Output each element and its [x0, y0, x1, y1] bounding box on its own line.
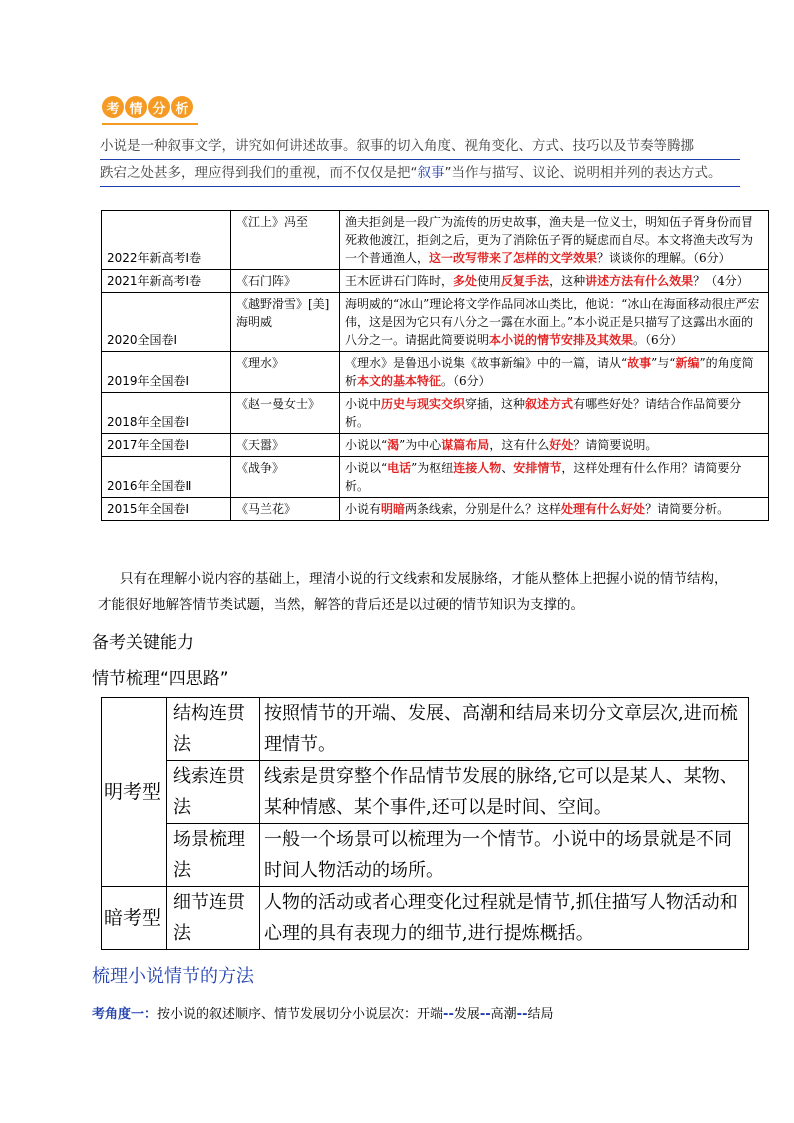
question-text: 小说以“	[345, 461, 388, 475]
question-keyword: 新编	[675, 356, 700, 370]
question-keyword: 好处	[549, 438, 574, 452]
exam-year: 2021年新高考Ⅰ卷	[102, 270, 231, 293]
method-name: 场景梳理法	[167, 824, 260, 887]
method-desc: 线索是贯穿整个作品情节发展的脉络,它可以是某人、某物、某种情感、某个事件,还可以是时间、空间。	[260, 761, 749, 824]
question-keyword: 历史与现实交织	[381, 397, 466, 411]
question-text: ？（4分）	[693, 274, 749, 288]
badge-char: 情	[125, 96, 147, 118]
question-text: 小说以“	[345, 438, 388, 452]
exam-row	[102, 211, 769, 270]
question-text: 渔夫拒剑是一段广为流传的历史故事，渔夫是一位义士，明知伍子胥身份而冒死救他渡江，拒剑之后，更为了消除伍子胥的疑虑而自尽。本文将渔夫改写为一个普通渔人，	[345, 215, 754, 265]
question-text: ，这种	[549, 274, 586, 288]
exam-year: 2017年全国卷Ⅰ	[102, 434, 231, 457]
question-text: ”的角度简析	[345, 356, 754, 388]
question-keyword: 反复手法	[501, 274, 550, 288]
question-keyword: 叙述方式	[525, 397, 574, 411]
heading-key-ability: 备考关键能力	[92, 633, 194, 653]
question-text: 小说中	[345, 397, 382, 411]
summary-paragraph	[98, 566, 778, 618]
badge-underline	[102, 123, 198, 125]
heading-plot-method: 梳理小说情节的方法	[92, 966, 254, 987]
exam-year: 2016年全国卷Ⅱ	[102, 457, 231, 498]
intro-line-1: 小说是一种叙事文学，讲究如何讲述故事。叙事的切入角度、视角变化、方式、技巧以及节奏等腾挪	[100, 133, 740, 160]
question-text: 有哪些好处？请结合作品简要分析。	[345, 397, 742, 429]
question-text: 使用	[477, 274, 502, 288]
question-text: 两条线索，分别是什么？这样	[405, 502, 562, 516]
exam-question	[340, 457, 769, 498]
approach-row	[102, 887, 749, 950]
question-text: 。（6分）	[633, 333, 683, 347]
question-keyword: 安排情节	[513, 461, 562, 475]
question-text: ”与“	[651, 356, 676, 370]
question-text: 小说有	[345, 502, 382, 516]
exam-question	[340, 498, 769, 521]
stage: 高潮	[490, 1007, 517, 1022]
exam-year: 2018年全国卷Ⅰ	[102, 393, 231, 434]
badge-char: 分	[148, 96, 170, 118]
stage-dash: --	[443, 1007, 454, 1022]
question-keyword: 渴	[387, 438, 400, 452]
exam-row	[102, 434, 769, 457]
summary-line-2: 才能很好地解答情节类试题，当然，解答的背后还是以过硬的情节知识为支撑的。	[98, 597, 584, 613]
exam-year: 2019年全国卷Ⅰ	[102, 352, 231, 393]
intro-text: ”当作与描写、议论、说明相并列的表达方式。	[444, 165, 722, 181]
stage: 开端	[417, 1007, 444, 1022]
method-name: 线索连贯法	[167, 761, 260, 824]
method-name: 结构连贯法	[167, 698, 260, 761]
exam-row	[102, 270, 769, 293]
exam-year: 2015年全国卷Ⅰ	[102, 498, 231, 521]
exam-text-title: 《石门阵》	[231, 270, 340, 293]
question-text: ”为中心	[399, 438, 442, 452]
exam-text-title: 《赵一曼女士》	[231, 393, 340, 434]
question-text: ？请简要说明。	[573, 438, 658, 452]
method-desc: 人物的活动或者心理变化过程就是情节,抓住描写人物活动和心理的具有表现力的细节,进行提炼概括。	[260, 887, 749, 950]
question-keyword: 这一改写带来了怎样的文学效果	[429, 251, 598, 265]
exam-question	[340, 352, 769, 393]
exam-text-title: 《越野滑雪》[美]海明威	[231, 293, 340, 352]
method-desc: 按照情节的开端、发展、高潮和结局来切分文章层次,进而梳理情节。	[260, 698, 749, 761]
question-text: ，这样处理有什么作用？请简要分析。	[345, 461, 742, 493]
exam-year: 2020全国卷Ⅰ	[102, 293, 231, 352]
badge-char: 析	[171, 96, 193, 118]
angle-text: 按小说的叙述顺序、情节发展切分小说层次：	[157, 1007, 418, 1022]
question-keyword: 讲述方法有什么效果	[585, 274, 694, 288]
exam-row	[102, 457, 769, 498]
exam-question	[340, 270, 769, 293]
question-text: 王木匠讲石门阵时，	[345, 274, 454, 288]
question-text: 《理水》是鲁迅小说集《故事新编》中的一篇，请从“	[345, 356, 628, 370]
exam-question-table	[101, 210, 769, 521]
exam-question	[340, 211, 769, 270]
exam-row	[102, 293, 769, 352]
approach-row	[102, 698, 749, 761]
question-keyword: 处理有什么好处	[561, 502, 646, 516]
question-keyword: 本文的基本特征	[357, 374, 442, 388]
badge-char: 考	[102, 96, 124, 118]
question-keyword: 本小说的情节安排及其效果	[489, 333, 634, 347]
group-label: 明考型	[102, 698, 167, 887]
exam-question	[340, 434, 769, 457]
approach-row	[102, 824, 749, 887]
approach-row	[102, 761, 749, 824]
question-text: ？谈谈你的理解。（6分）	[597, 251, 731, 265]
exam-row	[102, 393, 769, 434]
four-approaches-table	[101, 697, 749, 950]
stage-dash: --	[479, 1007, 491, 1022]
intro-paragraph	[100, 133, 740, 187]
question-text: ”为枢纽	[411, 461, 454, 475]
stage-dash: --	[516, 1007, 528, 1022]
exam-question	[340, 293, 769, 352]
stage: 结局	[527, 1007, 554, 1022]
exam-row	[102, 352, 769, 393]
exam-row	[102, 498, 769, 521]
question-keyword: 谋篇布局	[441, 438, 490, 452]
intro-highlight: 叙事	[417, 165, 445, 181]
exam-text-title: 《战争》	[231, 457, 340, 498]
heading-four-approaches: 情节梳理“四思路”	[92, 669, 229, 689]
summary-line-1: 只有在理解小说内容的基础上，理清小说的行文线索和发展脉络，才能从整体上把握小说的情节结构，	[120, 571, 728, 587]
intro-text: 跌宕之处甚多，理应得到我们的重视，而不仅仅是把“	[100, 165, 418, 181]
question-keyword: 故事	[627, 356, 652, 370]
method-name: 细节连贯法	[167, 887, 260, 950]
question-keyword: 明暗	[381, 502, 406, 516]
question-keyword: 连接人物	[453, 461, 502, 475]
question-text: 、	[501, 461, 514, 475]
angle-one	[92, 1003, 553, 1022]
exam-text-title: 《马兰花》	[231, 498, 340, 521]
group-label: 暗考型	[102, 887, 167, 950]
intro-line-2	[100, 160, 740, 187]
exam-text-title: 《江上》冯至	[231, 211, 340, 270]
question-text: 穿插，这种	[465, 397, 526, 411]
question-keyword: 多处	[453, 274, 478, 288]
question-text: ，这有什么	[489, 438, 550, 452]
section-badge	[102, 93, 196, 121]
method-desc: 一般一个场景可以梳理为一个情节。小说中的场景就是不同时间人物活动的场所。	[260, 824, 749, 887]
question-text: ？请简要分析。	[645, 502, 730, 516]
stage: 发展	[453, 1007, 480, 1022]
question-text: 海明威的“冰山”理论将文学作品同冰山类比，他说：“冰山在海面移动很庄严宏伟，这是因为它只有八分之一露在水面上。”本小说正是只描写了这露出水面的八分之一。请据此简要说明	[345, 297, 760, 347]
exam-text-title: 《理水》	[231, 352, 340, 393]
exam-text-title: 《天嚣》	[231, 434, 340, 457]
angle-label: 考角度一：	[92, 1007, 158, 1022]
question-keyword: 电话	[387, 461, 412, 475]
exam-year: 2022年新高考Ⅰ卷	[102, 211, 231, 270]
exam-question	[340, 393, 769, 434]
question-text: 。（6分）	[441, 374, 491, 388]
